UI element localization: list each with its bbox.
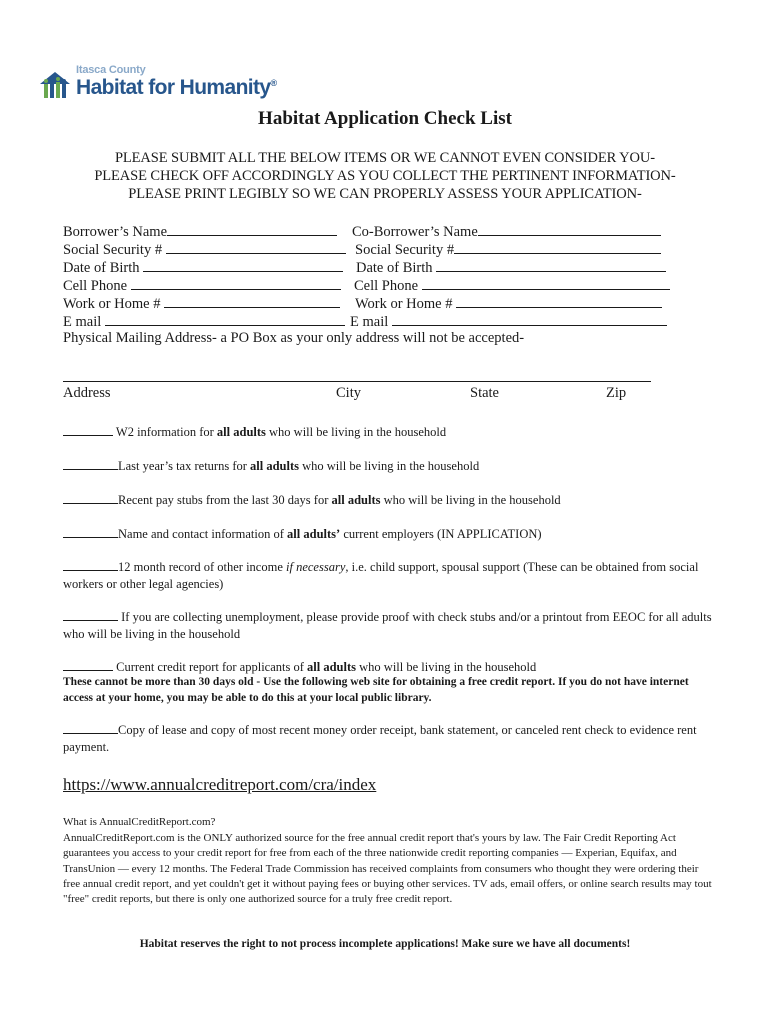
ssn-field[interactable]: Social Security # [63,240,346,259]
checklist-item-credit-report[interactable]: Current credit report for applicants of all adults who will be living in the household [63,657,536,675]
checkbox-blank[interactable] [63,657,113,671]
credit-report-note: These cannot be more than 30 days old - Use the following web site for obtaining a free credit report. If you do not have internet access at your home, you may be able to do this at your local public library. [63,676,689,704]
footer-warning: Habitat reserves the right to not process incomplete applications! Make sure we have all documents! [139,938,631,950]
checklist-item-w2[interactable]: W2 information for all adults who will be living in the household [63,422,446,440]
co-dob-field[interactable]: Date of Birth [356,258,666,277]
work-phone-field[interactable]: Work or Home # [63,294,340,313]
checkbox-blank[interactable] [63,557,118,571]
co-work-phone-field[interactable]: Work or Home # [355,294,662,313]
notice-line-3: PLEASE PRINT LEGIBLY SO WE CAN PROPERLY ASSESS YOUR APPLICATION- [128,186,642,202]
checkbox-blank[interactable] [63,524,118,538]
address-label: Address [63,385,111,401]
checkbox-blank[interactable] [63,422,113,436]
cell-phone-field[interactable]: Cell Phone [63,276,341,295]
checklist-item-other-income[interactable]: 12 month record of other income if necessary, i.e. child support, spousal support (These can be obtained from social workers or other legal agencies) [63,557,713,593]
address-line[interactable] [63,381,651,382]
checklist-item-pay-stubs[interactable]: Recent pay stubs from the last 30 days for all adults who will be living in the household [63,490,561,508]
co-email-field[interactable]: E mail [350,312,667,331]
checkbox-blank[interactable] [63,456,118,470]
logo-county: Itasca County [76,64,146,76]
logo-org-name: Habitat for Humanity® [76,76,277,99]
co-ssn-field[interactable]: Social Security # [355,240,661,259]
notice-line-2: PLEASE CHECK OFF ACCORDINGLY AS YOU COLLECT THE PERTINENT INFORMATION- [94,168,676,184]
notice-line-1: PLEASE SUBMIT ALL THE BELOW ITEMS OR WE CANNOT EVEN CONSIDER YOU- [114,150,656,166]
page-title: Habitat Application Check List [258,108,512,129]
checklist-item-unemployment[interactable]: If you are collecting unemployment, please provide proof with check stubs and/or a printout from EEOC for all adults who will be living in the household [63,607,713,643]
info-body: AnnualCreditReport.com is the ONLY authorized source for the free annual credit report that's yours by law. The Fair Credit Reporting Act guarantees you access to your credit report for free from each of the three nationwide credit reporting companies — Experian, Equifax, and TransUnion — every 12 months. The Federal Trade Commission has received complaints from consumers who thought they were ordering their free annual credit report, and yet couldn't get it without paying fees or buying other services. TV ads, email offers, or online search results may tout "free" credit reports, but there is only one authorized source for a truly free credit report. [63,832,712,906]
checkbox-blank[interactable] [63,720,118,734]
habitat-logo [38,64,298,104]
checklist-item-tax-returns[interactable]: Last year’s tax returns for all adults who will be living in the household [63,456,479,474]
co-borrower-name-field[interactable]: Co-Borrower’s Name [352,222,661,241]
borrower-name-field[interactable]: Borrower’s Name [63,222,337,241]
checklist-item-employers[interactable]: Name and contact information of all adults’ current employers (IN APPLICATION) [63,524,542,542]
state-label: State [470,385,499,401]
checklist-item-lease[interactable]: Copy of lease and copy of most recent money order receipt, bank statement, or canceled rent check to evidence rent payment. [63,720,713,756]
dob-field[interactable]: Date of Birth [63,258,343,277]
info-question: What is AnnualCreditReport.com? [63,816,216,828]
checkbox-blank[interactable] [63,607,118,621]
co-cell-phone-field[interactable]: Cell Phone [354,276,670,295]
city-label: City [336,385,361,401]
zip-label: Zip [606,385,627,401]
house-family-icon [38,70,72,100]
email-field[interactable]: E mail [63,312,345,331]
annual-credit-report-link[interactable]: https://www.annualcreditreport.com/cra/index [63,775,377,794]
checkbox-blank[interactable] [63,490,118,504]
physical-address-label: Physical Mailing Address- a PO Box as your only address will not be accepted- [63,330,525,346]
